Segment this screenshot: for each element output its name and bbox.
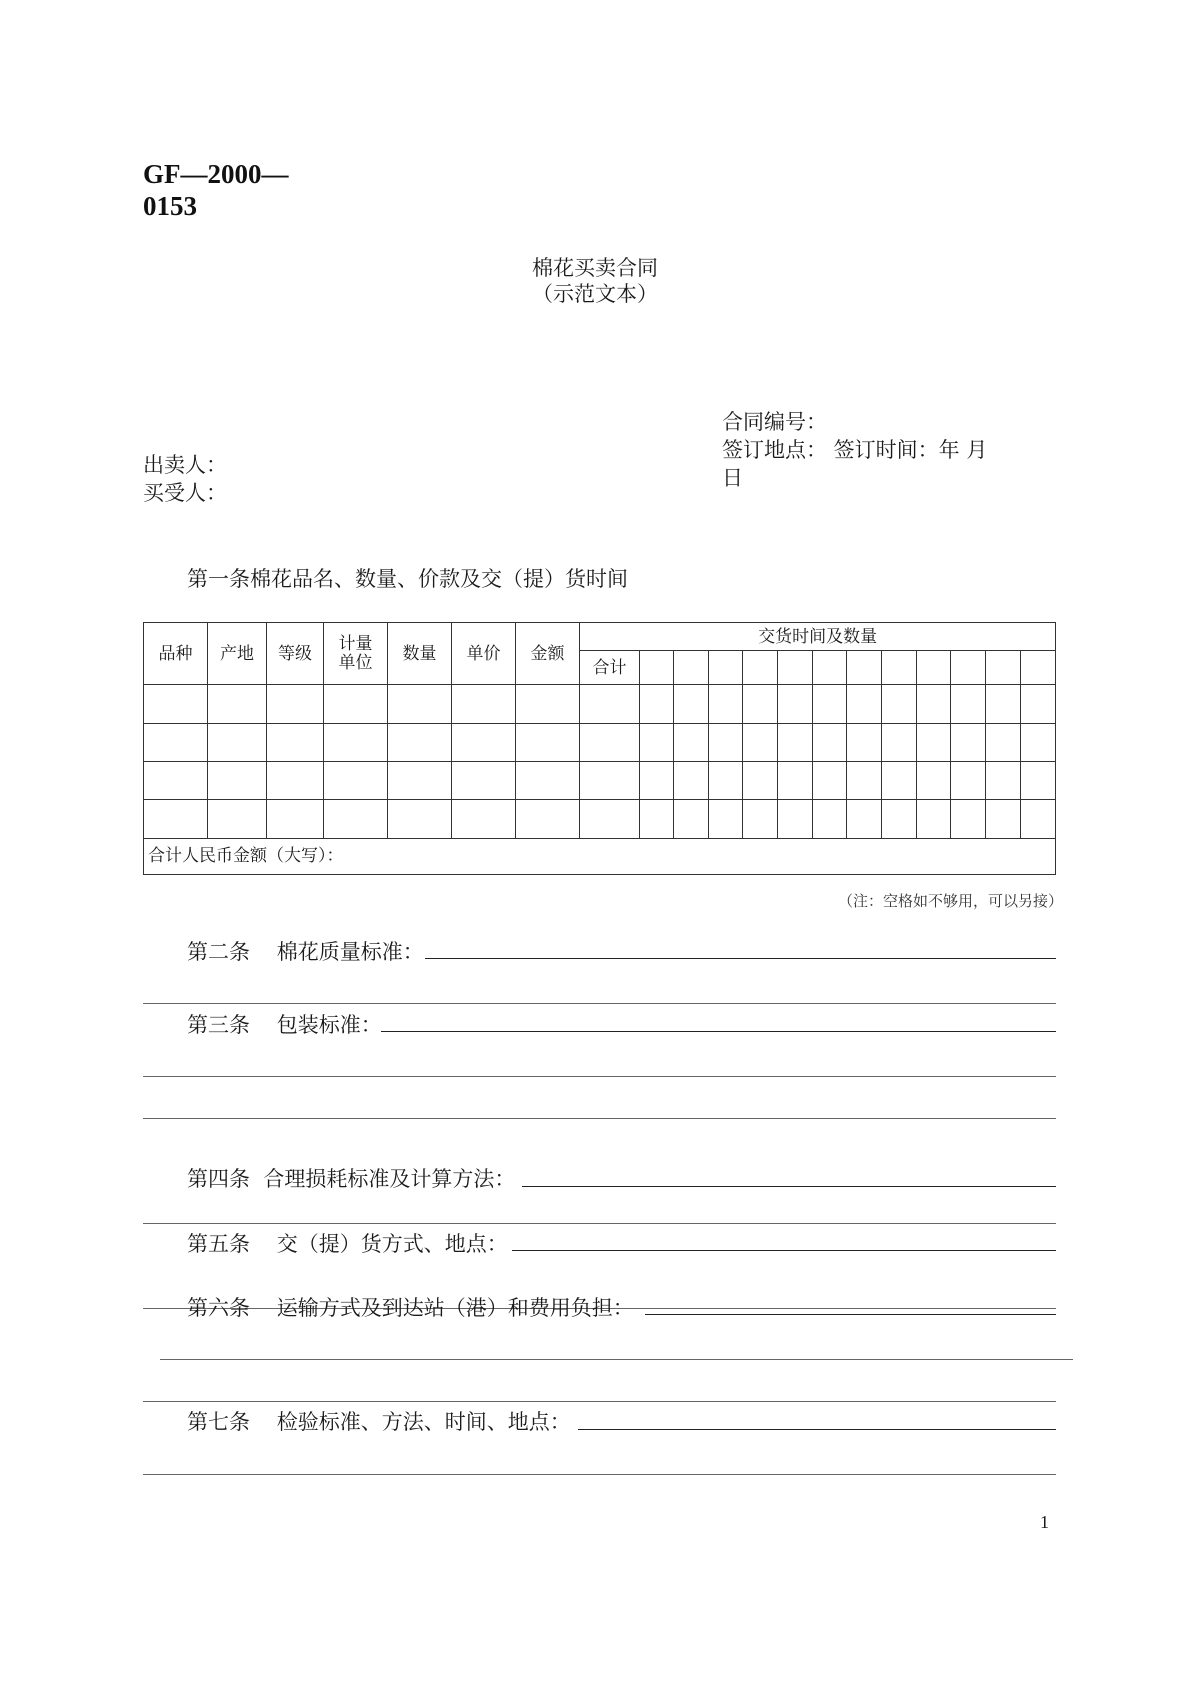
document-code: [143, 158, 363, 222]
article-3-label: 第三条 包装标准：: [187, 1009, 382, 1039]
table-cell: [452, 800, 516, 838]
article-5-label: 第五条 交（提）货方式、地点：: [187, 1228, 508, 1258]
table-cell: [267, 762, 324, 800]
table-cell: [144, 800, 208, 838]
document-code-line1: GF—2000—: [143, 159, 289, 189]
table-cell: [847, 685, 882, 723]
delivery-slot-header: [986, 651, 1021, 685]
table-cell: [743, 685, 778, 723]
article-2-fill-line: [425, 958, 1056, 959]
table-cell: [674, 762, 709, 800]
col-header-unit-price: 单价: [452, 623, 516, 685]
seller-label: 出卖人：: [143, 453, 227, 477]
table-cell: [847, 800, 882, 838]
table-cell: [743, 800, 778, 838]
table-cell: [388, 762, 452, 800]
table-cell: [743, 723, 778, 761]
blank-line: [143, 1474, 1056, 1475]
table-cell: [778, 762, 813, 800]
table-cell: [847, 723, 882, 761]
table-cell: [778, 723, 813, 761]
table-cell: [778, 685, 813, 723]
table-cell: [267, 723, 324, 761]
table-cell: [640, 685, 674, 723]
table-cell: [986, 762, 1021, 800]
delivery-slot-header: [917, 651, 951, 685]
table-cell: [709, 685, 743, 723]
article-7-label: 第七条 检验标准、方法、时间、地点：: [187, 1406, 571, 1436]
table-row: [144, 723, 1056, 761]
article-2-label: 第二条 棉花质量标准：: [187, 936, 424, 966]
table-cell: [324, 800, 388, 838]
col-header-origin: 产地: [208, 623, 267, 685]
table-cell: [388, 723, 452, 761]
table-header-row: [144, 623, 1056, 651]
table-cell: [1021, 800, 1056, 838]
col-header-unit: [324, 623, 388, 685]
table-cell: [208, 723, 267, 761]
table-cell: [324, 685, 388, 723]
table-cell: [917, 762, 951, 800]
table-cell: [986, 685, 1021, 723]
table-cell: [324, 762, 388, 800]
table-row: [144, 762, 1056, 800]
table-cell: [388, 685, 452, 723]
table-cell: [951, 762, 986, 800]
delivery-slot-header: [640, 651, 674, 685]
table-cell: [516, 762, 580, 800]
col-header-variety: 品种: [144, 623, 208, 685]
article-6-fill-line: [645, 1314, 1056, 1315]
table-cell: [640, 762, 674, 800]
table-cell: [709, 723, 743, 761]
blank-line: [143, 1118, 1056, 1119]
delivery-slot-header: [1021, 651, 1056, 685]
delivery-slot-header: [882, 651, 917, 685]
delivery-slot-header: [674, 651, 709, 685]
table-cell: [917, 685, 951, 723]
table-cell: [267, 800, 324, 838]
blank-line: [143, 1076, 1056, 1077]
table-cell: [917, 800, 951, 838]
table-cell: [813, 685, 847, 723]
table-cell: [986, 800, 1021, 838]
col-header-subtotal: 合计: [580, 651, 640, 685]
buyer-label: 买受人：: [143, 481, 227, 505]
table-cell: [882, 723, 917, 761]
table-body: [144, 685, 1056, 838]
delivery-slot-header: [709, 651, 743, 685]
delivery-slot-header: [743, 651, 778, 685]
table-cell: [640, 723, 674, 761]
table-cell: [516, 685, 580, 723]
table-cell: [951, 723, 986, 761]
table-cell: [674, 685, 709, 723]
table-cell: [951, 685, 986, 723]
table-cell: [267, 685, 324, 723]
table-cell: [580, 685, 640, 723]
article-6-label: 第六条 运输方式及到达站（港）和费用负担：: [187, 1296, 634, 1320]
table-cell: [917, 723, 951, 761]
table-cell: [452, 685, 516, 723]
table-cell: [882, 800, 917, 838]
document-code-line2: 0153: [143, 191, 197, 221]
page-number: 1: [1040, 1512, 1049, 1532]
goods-table: [143, 622, 1056, 875]
table-cell: [580, 762, 640, 800]
table-cell: [208, 685, 267, 723]
table-cell: [388, 800, 452, 838]
delivery-slot-header: [951, 651, 986, 685]
table-cell: [580, 800, 640, 838]
table-cell: [743, 762, 778, 800]
document-title: 棉花买卖合同: [532, 256, 658, 280]
article-4-fill-line: [522, 1186, 1056, 1187]
total-rmb-amount-label: 合计人民币金额（大写）：: [144, 838, 1056, 874]
table-cell: [1021, 685, 1056, 723]
article-7-fill-line: [578, 1429, 1056, 1430]
table-cell: [144, 762, 208, 800]
table-cell: [516, 723, 580, 761]
blank-line: [143, 1223, 1056, 1224]
table-row: [144, 800, 1056, 838]
col-header-quantity: 数量: [388, 623, 452, 685]
delivery-slot-header: [778, 651, 813, 685]
table-cell: [1021, 762, 1056, 800]
col-header-unit-line2: 单位: [338, 652, 373, 673]
table-cell: [778, 800, 813, 838]
table-cell: [580, 723, 640, 761]
table-cell: [986, 723, 1021, 761]
table-row: [144, 685, 1056, 723]
delivery-slot-header: [847, 651, 882, 685]
article-3-fill-line: [381, 1031, 1056, 1032]
table-cell: [144, 685, 208, 723]
table-cell: [674, 723, 709, 761]
table-cell: [674, 800, 709, 838]
table-total-row: [144, 838, 1056, 874]
col-header-amount: 金额: [516, 623, 580, 685]
article-4-label: 第四条 合理损耗标准及计算方法：: [187, 1163, 515, 1193]
table-cell: [452, 723, 516, 761]
table-cell: [1021, 723, 1056, 761]
col-header-unit-line1: 计量: [338, 633, 373, 654]
col-header-grade: 等级: [267, 623, 324, 685]
table-cell: [813, 723, 847, 761]
table-cell: [813, 762, 847, 800]
table-cell: [847, 762, 882, 800]
table-cell: [951, 800, 986, 838]
table-cell: [882, 762, 917, 800]
table-cell: [452, 762, 516, 800]
article-1-heading: 第一条棉花品名、数量、价款及交（提）货时间: [187, 563, 628, 593]
blank-line: [143, 1003, 1056, 1004]
table-cell: [516, 800, 580, 838]
table-cell: [709, 762, 743, 800]
table-cell: [208, 762, 267, 800]
col-header-delivery: 交货时间及数量: [580, 623, 1056, 651]
article-5-fill-line: [512, 1250, 1056, 1251]
table-cell: [144, 723, 208, 761]
table-cell: [709, 800, 743, 838]
table-cell: [882, 685, 917, 723]
document-subtitle: （示范文本）: [532, 282, 658, 306]
table-cell: [324, 723, 388, 761]
blank-line: [160, 1359, 1073, 1360]
table-note: （注：空格如不够用，可以另接）: [837, 892, 1063, 910]
contract-number-label: 合同编号：: [722, 410, 827, 434]
table-cell: [640, 800, 674, 838]
signing-place-time-label: 签订地点： 签订时间：年 月: [722, 438, 988, 462]
table-cell: [813, 800, 847, 838]
table-cell: [208, 800, 267, 838]
delivery-slot-header: [813, 651, 847, 685]
signing-day-label: 日: [722, 466, 743, 490]
blank-line: [143, 1401, 1056, 1402]
